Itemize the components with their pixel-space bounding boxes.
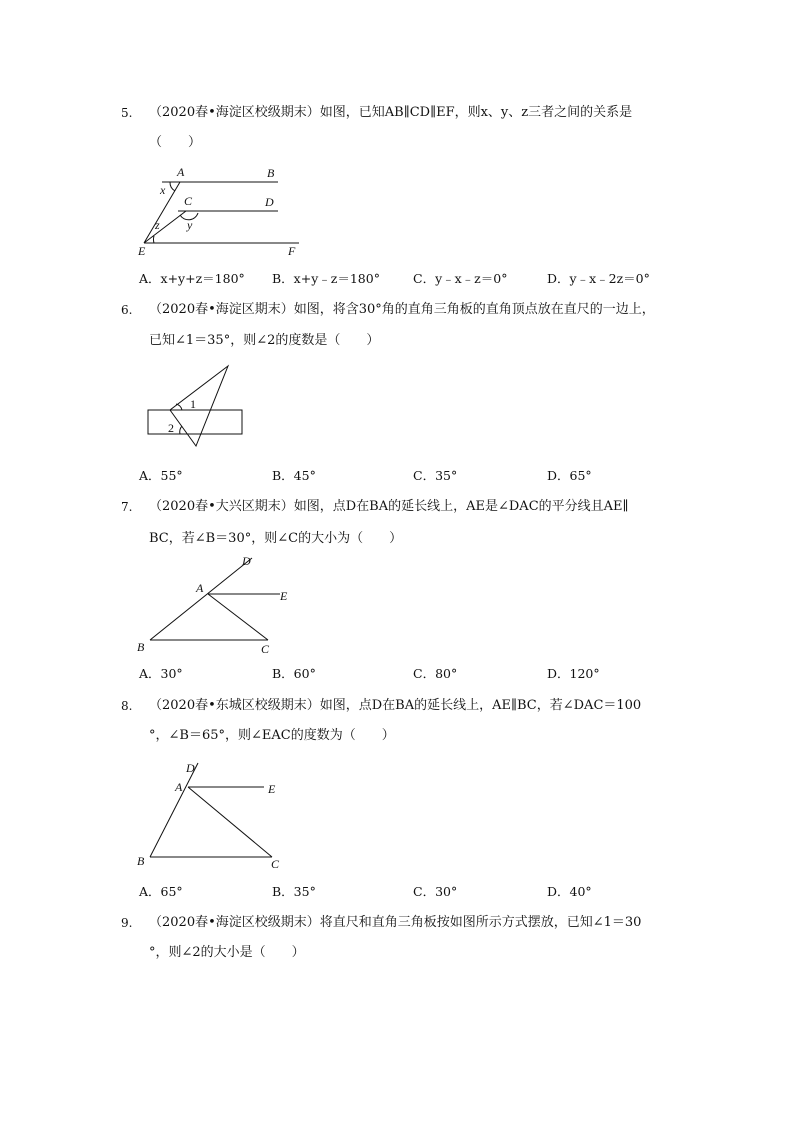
question-5-option-a[interactable]: A．x+y+z＝180° bbox=[139, 271, 245, 286]
question-5-option-c[interactable]: C．y﹣x﹣z＝0° bbox=[413, 271, 508, 286]
question-6-option-c[interactable]: C．35° bbox=[413, 468, 458, 483]
label-d: D bbox=[265, 195, 274, 209]
question-6-text-line1: （2020春•海淀区期末）如图，将含30°角的直角三角板的直角顶点放在直尺的一边上， bbox=[149, 302, 655, 317]
question-8-option-b[interactable]: B．35° bbox=[272, 884, 316, 899]
question-5-option-b[interactable]: B．x+y﹣z＝180° bbox=[272, 271, 380, 286]
label-b: B bbox=[137, 640, 145, 654]
label-a: A bbox=[196, 581, 204, 595]
label-d: D bbox=[242, 554, 251, 568]
angle-2-arc bbox=[180, 426, 182, 434]
question-6-option-b[interactable]: B．45° bbox=[272, 468, 316, 483]
question-5-figure bbox=[134, 160, 314, 260]
question-6-option-a[interactable]: A．55° bbox=[139, 468, 183, 483]
label-f: F bbox=[288, 244, 296, 258]
label-y: y bbox=[187, 218, 193, 232]
question-5-number: 5. bbox=[121, 106, 133, 120]
label-a: A bbox=[175, 780, 183, 794]
label-b: B bbox=[267, 166, 275, 180]
question-6-figure bbox=[140, 360, 250, 460]
segment-ac bbox=[188, 787, 272, 857]
question-8-option-c[interactable]: C．30° bbox=[413, 884, 458, 899]
question-7-figure bbox=[134, 550, 304, 660]
ruler bbox=[148, 410, 242, 434]
question-7-option-b[interactable]: B．60° bbox=[272, 666, 316, 681]
question-8-figure bbox=[134, 755, 294, 875]
question-8-number: 8. bbox=[121, 699, 133, 713]
label-c: C bbox=[184, 194, 193, 208]
label-angle-2: 2 bbox=[168, 421, 174, 435]
question-9-text-line1: （2020春•海淀区校级期末）将直尺和直角三角板按如图所示方式摆放，已知∠1＝30 bbox=[149, 915, 642, 930]
question-5-text-line2: （ ） bbox=[149, 135, 202, 150]
label-a: A bbox=[177, 165, 185, 179]
question-8-text-line2: °，∠B＝65°，则∠EAC的度数为（ ） bbox=[149, 728, 395, 743]
question-7-text-line1: （2020春•大兴区期末）如图，点D在BA的延长线上，AE是∠DAC的平分线且AE∥ bbox=[149, 499, 629, 514]
segment-ac bbox=[208, 594, 268, 640]
label-d: D bbox=[186, 761, 195, 775]
label-b: B bbox=[137, 854, 145, 868]
question-8-option-d[interactable]: D．40° bbox=[547, 884, 592, 899]
question-7-option-c[interactable]: C．80° bbox=[413, 666, 458, 681]
ray-bd bbox=[150, 763, 198, 857]
angle-x-arc bbox=[170, 182, 175, 191]
question-5-text-line1: （2020春•海淀区校级期末）如图，已知AB∥CD∥EF，则x、y、z三者之间的关系是 bbox=[149, 105, 633, 120]
question-8-option-a[interactable]: A．65° bbox=[139, 884, 183, 899]
label-e: E bbox=[280, 589, 288, 603]
question-6-number: 6. bbox=[121, 303, 133, 317]
question-8-text-line1: （2020春•东城区校级期末）如图，点D在BA的延长线上，AE∥BC，若∠DAC＝100 bbox=[149, 698, 642, 713]
question-7-text-line2: BC，若∠B＝30°，则∠C的大小为（ ） bbox=[149, 531, 403, 546]
ray-bd bbox=[150, 558, 252, 640]
question-5-option-d[interactable]: D．y﹣x﹣2z＝0° bbox=[547, 271, 650, 286]
label-z: z bbox=[155, 218, 160, 232]
question-7-option-d[interactable]: D．120° bbox=[547, 666, 600, 681]
angle-z-arc bbox=[153, 236, 154, 243]
label-x: x bbox=[160, 183, 166, 197]
label-angle-1: 1 bbox=[190, 397, 196, 411]
question-7-number: 7. bbox=[121, 500, 133, 514]
label-e: E bbox=[268, 782, 276, 796]
label-c: C bbox=[261, 642, 270, 656]
question-6-text-line2: 已知∠1＝35°，则∠2的度数是（ ） bbox=[149, 333, 380, 348]
question-9-text-line2: °，则∠2的大小是（ ） bbox=[149, 945, 305, 960]
question-9-number: 9. bbox=[121, 916, 133, 930]
question-6-option-d[interactable]: D．65° bbox=[547, 468, 592, 483]
label-c: C bbox=[271, 857, 280, 871]
label-e: E bbox=[138, 244, 146, 258]
question-7-option-a[interactable]: A．30° bbox=[139, 666, 183, 681]
